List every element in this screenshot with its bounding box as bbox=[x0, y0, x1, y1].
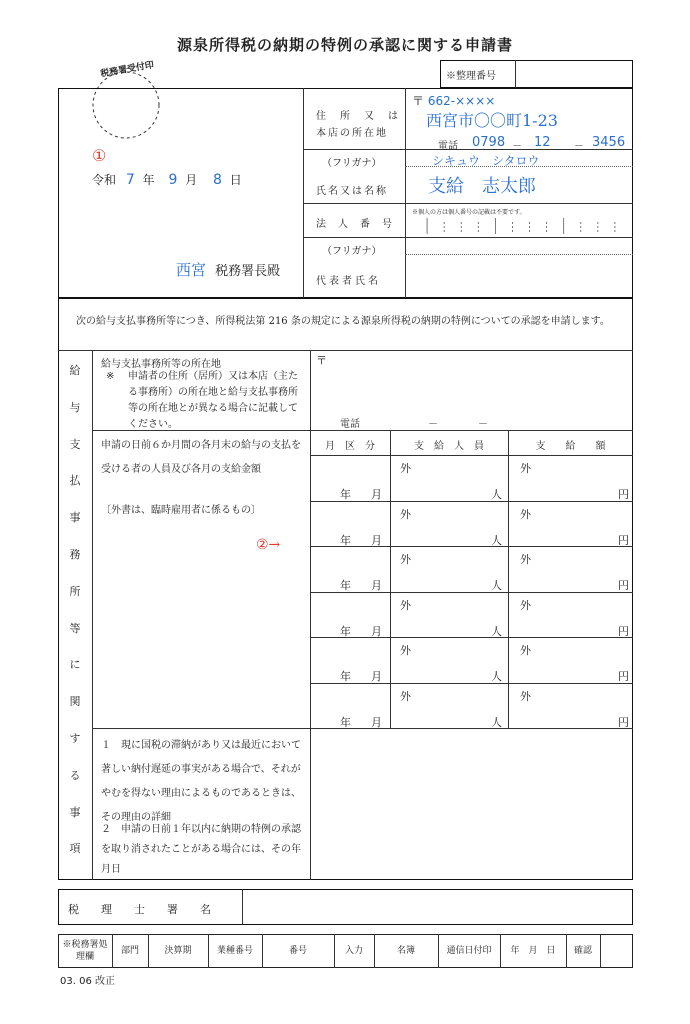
row-amount-input[interactable] bbox=[510, 594, 631, 636]
row-amount-outer: 外 bbox=[520, 553, 531, 566]
office-postal-mark: 〒 bbox=[316, 354, 327, 367]
conditions-input[interactable] bbox=[312, 730, 630, 878]
row-amount-input[interactable] bbox=[510, 639, 631, 681]
footer-meibo: 名簿 bbox=[396, 946, 415, 956]
office-phone-label: 電話 bbox=[340, 419, 360, 430]
date-day-unit: 日 bbox=[229, 173, 242, 187]
date-month[interactable]: 9 bbox=[168, 172, 178, 188]
row-people-unit: 人 bbox=[491, 624, 502, 638]
row-month-unit: 月 bbox=[371, 715, 382, 729]
office-phone-dash-1: － bbox=[428, 419, 438, 430]
row-amount-input[interactable] bbox=[510, 685, 631, 727]
tax-office-suffix: 税務署長殿 bbox=[215, 264, 281, 279]
side-label-char: す bbox=[69, 731, 81, 745]
corp-number-label: 法 人 番 号 bbox=[316, 219, 393, 230]
phone-dash-1: － bbox=[512, 141, 522, 152]
monthly-desc-note: 〔外書は、臨時雇用者に係るもの〕 bbox=[101, 505, 261, 516]
marker-2: ②→ bbox=[256, 537, 281, 553]
row-month-input[interactable] bbox=[312, 503, 388, 545]
address-label-2: 本店の所在地 bbox=[316, 128, 388, 139]
footer-tax-office-label: ※税務署処理欄 bbox=[62, 940, 108, 962]
zeirishi-input[interactable] bbox=[244, 891, 630, 923]
side-label-char: 項 bbox=[69, 842, 81, 856]
row-yen-unit: 円 bbox=[618, 670, 629, 683]
row-people-input[interactable] bbox=[392, 685, 506, 727]
date-day[interactable]: 8 bbox=[213, 172, 222, 188]
side-label-char: 払 bbox=[69, 474, 81, 488]
phone-1[interactable]: 0798 bbox=[472, 135, 506, 150]
row-amount-outer: 外 bbox=[520, 689, 531, 703]
office-note-mark: ※ bbox=[106, 371, 115, 382]
row-people-unit: 人 bbox=[491, 670, 502, 683]
footer-nyuryoku: 入力 bbox=[344, 946, 363, 956]
furigana-value[interactable]: シキュウ シタロウ bbox=[432, 154, 540, 168]
row-amount-outer: 外 bbox=[520, 598, 531, 612]
header-amount: 支 給 額 bbox=[535, 441, 606, 452]
footer-date: 年 月 日 bbox=[510, 946, 556, 956]
phone-dash-2: － bbox=[574, 141, 584, 152]
tax-office-name[interactable]: 西宮 bbox=[176, 261, 207, 279]
rep-furigana-label: （フリガナ） bbox=[322, 246, 382, 257]
page-title: 源泉所得税の納期の特例の承認に関する申請書 bbox=[176, 36, 513, 54]
row-people-outer: 外 bbox=[400, 598, 411, 612]
row-people-outer: 外 bbox=[400, 689, 411, 703]
row-month-unit: 月 bbox=[371, 579, 382, 592]
footer-kakunin: 確認 bbox=[573, 946, 592, 956]
date-month-unit: 月 bbox=[185, 173, 198, 187]
side-label-char: 事 bbox=[69, 805, 81, 819]
row-people-unit: 人 bbox=[491, 488, 502, 501]
furigana-label: （フリガナ） bbox=[322, 158, 382, 169]
row-amount-outer: 外 bbox=[520, 644, 531, 657]
row-amount-input[interactable] bbox=[510, 503, 631, 545]
row-year-unit: 年 bbox=[340, 579, 351, 592]
footer-bumon: 部門 bbox=[120, 946, 139, 956]
seiri-input[interactable] bbox=[516, 61, 632, 87]
row-year-unit: 年 bbox=[340, 533, 351, 547]
postal-line bbox=[412, 92, 495, 109]
side-label-char: 等 bbox=[69, 621, 81, 635]
side-label-char: 支 bbox=[69, 437, 81, 451]
row-amount-outer: 外 bbox=[520, 507, 531, 521]
monthly-desc: 申請の日前６か月間の各月末の給与の支払を受ける者の人員及び各月の支給金額 bbox=[101, 440, 301, 475]
row-yen-unit: 円 bbox=[618, 624, 629, 638]
phone-3[interactable]: 3456 bbox=[592, 135, 626, 150]
side-label-char: 与 bbox=[69, 400, 81, 414]
row-amount-input[interactable] bbox=[510, 457, 631, 499]
row-month-input[interactable] bbox=[312, 639, 388, 681]
row-month-input[interactable] bbox=[312, 594, 388, 636]
phone-label: 電話 bbox=[438, 141, 458, 152]
address-label-1: 住 所 又 は bbox=[316, 111, 400, 122]
row-people-outer: 外 bbox=[400, 553, 411, 566]
side-label-char: 務 bbox=[69, 547, 81, 561]
revision-label: 03. 06 改正 bbox=[60, 976, 115, 987]
side-label-char: 関 bbox=[69, 695, 81, 709]
name-label: 氏名又は名称 bbox=[316, 186, 388, 197]
side-label-char: る bbox=[69, 768, 81, 782]
row-month-input[interactable] bbox=[312, 548, 388, 590]
row-month-unit: 月 bbox=[371, 488, 382, 501]
row-people-outer: 外 bbox=[400, 462, 411, 475]
footer-gyoshu: 業種番号 bbox=[216, 946, 253, 956]
row-yen-unit: 円 bbox=[618, 715, 629, 729]
corp-number-boxes[interactable] bbox=[410, 218, 632, 236]
row-people-outer: 外 bbox=[400, 507, 411, 521]
date-era: 令和 bbox=[92, 173, 117, 187]
rep-name-input[interactable] bbox=[406, 255, 632, 297]
row-year-unit: 年 bbox=[340, 715, 351, 729]
row-people-unit: 人 bbox=[491, 533, 502, 547]
footer-kessanki: 決算期 bbox=[164, 946, 192, 956]
phone-2[interactable]: 12 bbox=[534, 135, 551, 150]
condition-1: １ 現に国税の滞納があり又は最近において著しい納付遅延の事実がある場合で、それがやむを得ない理由によるものであるときは、その理由の詳細 bbox=[101, 740, 301, 823]
reception-seal-label: 税務署受付印 bbox=[99, 60, 155, 80]
row-people-input[interactable] bbox=[392, 639, 506, 681]
side-label bbox=[58, 362, 92, 877]
row-month-unit: 月 bbox=[371, 670, 382, 683]
rep-name-label: 代表者氏名 bbox=[316, 276, 381, 287]
side-label-char: に bbox=[69, 658, 81, 672]
zeirishi-label: 税 理 士 署 名 bbox=[68, 903, 211, 916]
name-value[interactable]: 支給 志太郎 bbox=[428, 176, 536, 197]
seiri-label: ※整理番号 bbox=[446, 71, 496, 82]
row-amount-input[interactable] bbox=[510, 548, 631, 590]
row-people-unit: 人 bbox=[491, 579, 502, 592]
footer-bango: 番号 bbox=[288, 946, 307, 956]
statement-text: 次の給与支払事務所等につき、所得税法第 216 条の規定による源泉所得税の納期の特例についての承認を申請します。 bbox=[76, 316, 610, 327]
row-people-outer: 外 bbox=[400, 644, 411, 657]
footer-tsushin: 通信日付印 bbox=[446, 946, 492, 956]
row-year-unit: 年 bbox=[340, 624, 351, 638]
postal-code[interactable]: 662-×××× bbox=[427, 94, 496, 108]
row-yen-unit: 円 bbox=[618, 488, 629, 501]
row-people-input[interactable] bbox=[392, 548, 506, 590]
row-yen-unit: 円 bbox=[618, 533, 629, 547]
office-address-input[interactable] bbox=[326, 366, 626, 410]
row-year-unit: 年 bbox=[340, 670, 351, 683]
office-note: 申請者の住所（居所）又は本店（主たる事務所）の所在地と給与支払事務所等の所在地とが異なる場合に記載してください。 bbox=[128, 371, 298, 430]
header-people: 支 給 人 員 bbox=[414, 441, 484, 452]
office-phone-dash-2: － bbox=[478, 419, 488, 430]
side-label-char: 所 bbox=[69, 584, 81, 598]
postal-mark: 〒 bbox=[412, 94, 425, 108]
condition-2: ２ 申請の日前１年以内に納期の特例の承認を取り消されたことがある場合には、その年月日 bbox=[101, 824, 301, 875]
row-month-input[interactable] bbox=[312, 457, 388, 499]
side-label-char: 事 bbox=[69, 511, 81, 525]
side-label-char: 給 bbox=[69, 364, 81, 377]
application-date bbox=[92, 171, 242, 188]
marker-1: ① bbox=[92, 146, 107, 165]
row-month-unit: 月 bbox=[371, 533, 382, 547]
address-value[interactable]: 西宮市〇〇町1-23 bbox=[426, 111, 558, 130]
row-amount-outer: 外 bbox=[520, 462, 531, 475]
header-month: 月 区 分 bbox=[325, 441, 375, 452]
row-people-unit: 人 bbox=[491, 715, 502, 729]
row-people-input[interactable] bbox=[392, 503, 506, 545]
row-month-input[interactable] bbox=[312, 685, 388, 727]
rep-furigana-input[interactable] bbox=[406, 238, 632, 254]
date-year[interactable]: 7 bbox=[125, 172, 135, 188]
row-month-unit: 月 bbox=[371, 624, 382, 638]
office-location-label: 給与支払事務所等の所在地 bbox=[101, 359, 221, 370]
date-year-unit: 年 bbox=[142, 173, 155, 187]
row-yen-unit: 円 bbox=[618, 579, 629, 592]
tax-office bbox=[176, 259, 280, 280]
corp-note: ※個人の方は個人番号の記載は不要です。 bbox=[412, 209, 526, 216]
row-people-input[interactable] bbox=[392, 594, 506, 636]
row-year-unit: 年 bbox=[340, 488, 351, 501]
row-people-input[interactable] bbox=[392, 457, 506, 499]
